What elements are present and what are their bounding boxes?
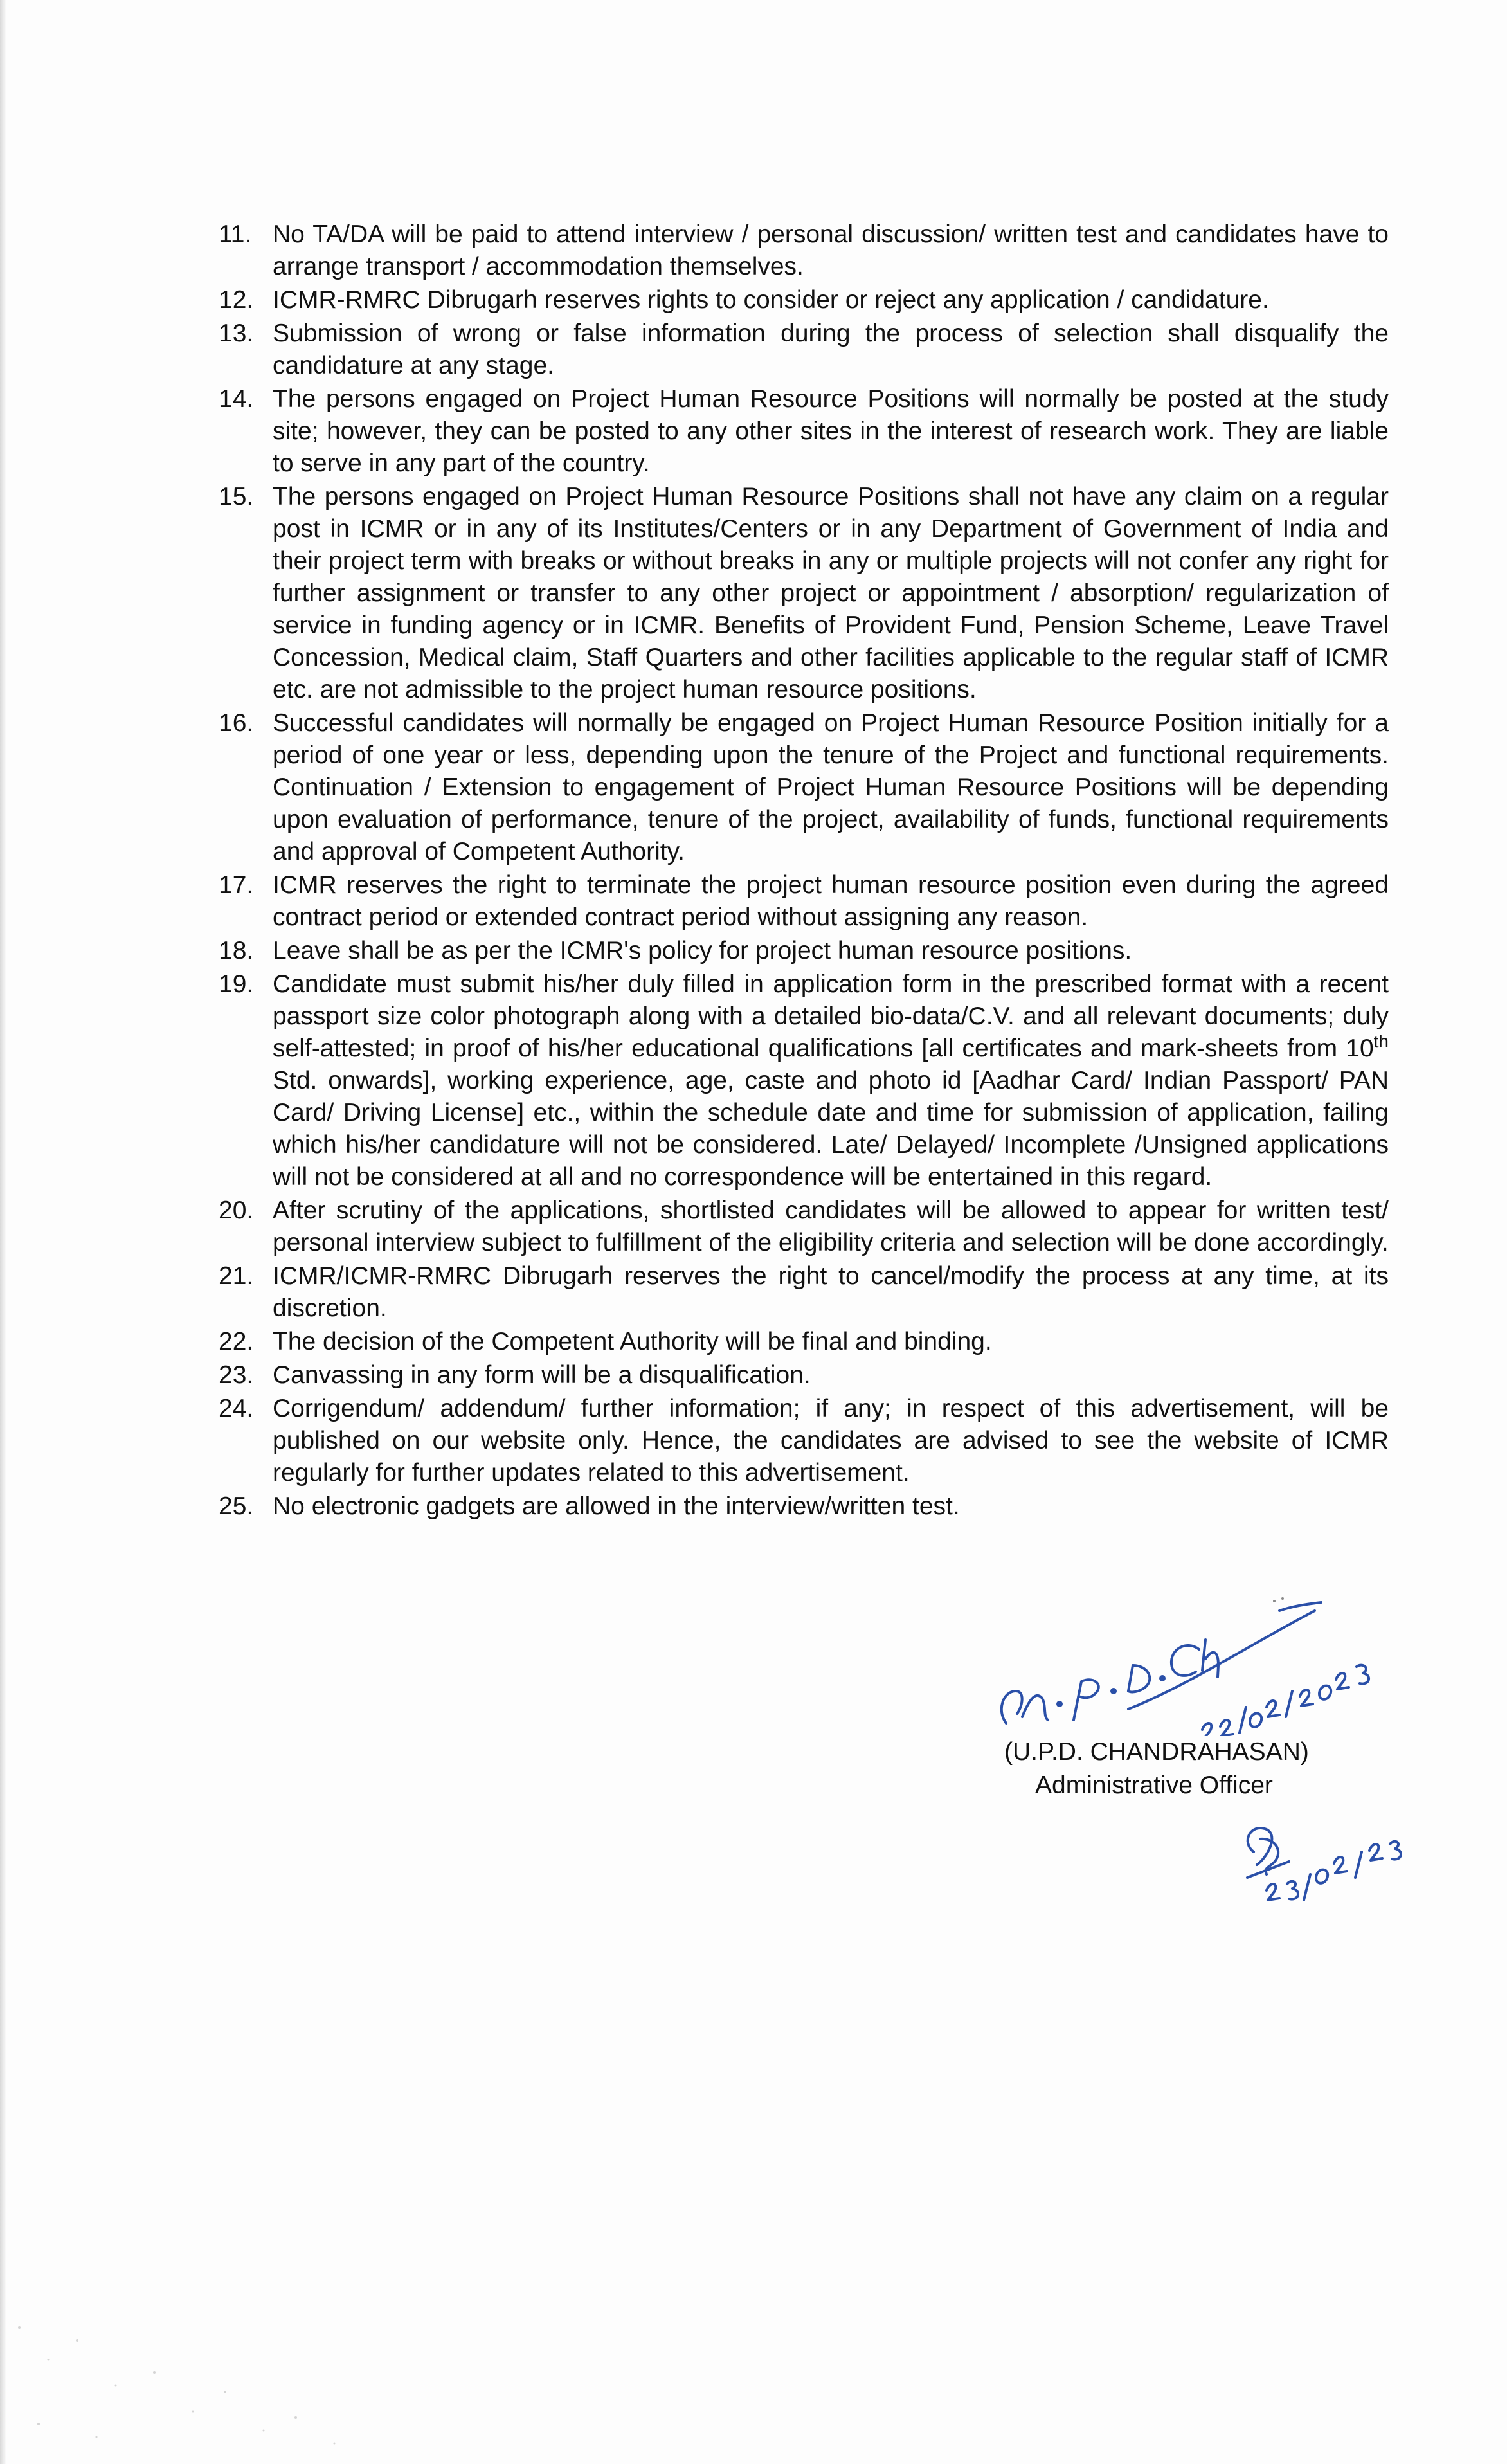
clause-text-part: Candidate must submit his/her duly filled in application form in the prescribed format with a recent passport size color photograph along with a detailed bio-data/C.V. and all relevant documents; duly self-attested; in proof of his/her educational qualifications [all certificates and mark-sheets from 10 [273, 970, 1389, 1062]
clause-text: Successful candidates will normally be engaged on Project Human Resource Position initially for a period of one year or less, depending upon the tenure of the Project and functional requirements. Continuation / Extension to engagement of Project Human Resource Positions will be depending upon evaluation of performance, tenure of the project, availability of funds, functional requirements and approval of Competent Authority. [273, 709, 1389, 865]
clause-number: 12. [219, 286, 254, 314]
clause-list [219, 219, 1389, 1523]
clause-number: 18. [219, 937, 254, 965]
scan-edge-shadow [0, 0, 6, 2464]
clause-number: 11. [219, 221, 252, 248]
clause-13 [219, 318, 1389, 382]
clause-number: 16. [219, 709, 254, 737]
clause-number: 24. [219, 1395, 254, 1422]
clause-text: ICMR reserves the right to terminate the project human resource position even during the agreed contract period or extended contract period without assigning any reason. [273, 871, 1389, 931]
clause-17 [219, 869, 1389, 934]
clause-text: Leave shall be as per the ICMR's policy for project human resource positions. [273, 937, 1132, 965]
clause-16 [219, 707, 1389, 868]
clause-text: Corrigendum/ addendum/ further information; if any; in respect of this advertisement, will be published on our website only. Hence, the candidates are advised to see the website of ICMR regularly for further updates related to this advertisement. [273, 1395, 1389, 1487]
clause-text: ICMR-RMRC Dibrugarh reserves rights to consider or reject any application / candidature. [273, 286, 1269, 314]
clause-text: No TA/DA will be paid to attend interview / personal discussion/ written test and candidates have to arrange transport / accommodation themselves. [273, 221, 1389, 280]
clause-text: The persons engaged on Project Human Resource Positions will normally be posted at the study site; however, they can be posted to any other sites in the interest of research work. They are liable to serve in any part of the country. [273, 385, 1389, 477]
clause-number: 14. [219, 385, 254, 413]
clause-22 [219, 1326, 1389, 1358]
clause-text: After scrutiny of the applications, shortlisted candidates will be allowed to appear for written test/ personal interview subject to fulfillment of the eligibility criteria and selection will be done accordingly. [273, 1197, 1389, 1256]
clause-21 [219, 1260, 1389, 1325]
clause-number: 19. [219, 970, 254, 998]
clause-text: The decision of the Competent Authority will be final and binding. [273, 1328, 992, 1355]
clause-14 [219, 383, 1389, 480]
clause-number: 17. [219, 871, 254, 899]
clause-text: ICMR/ICMR-RMRC Dibrugarh reserves the right to cancel/modify the process at any time, at its discretion. [273, 1262, 1389, 1322]
officer-name: (U.P.D. CHANDRAHASAN) [1004, 1738, 1309, 1766]
clause-text [273, 968, 1389, 1193]
clause-number: 15. [219, 483, 254, 511]
clause-19 [219, 968, 1389, 1193]
clause-text: The persons engaged on Project Human Resource Positions shall not have any claim on a regular post in ICMR or in any of its Institutes/Centers or in any Department of Government of India and their project term with breaks or without breaks in any or multiple projects will not confer any right for further assignment or transfer to any other project or appointment / absorption/ regularization of service in funding agency or in ICMR. Benefits of Provident Fund, Pension Scheme, Leave Travel Concession, Medical claim, Staff Quarters and other facilities applicable to the regular staff of ICMR etc. are not admissible to the project human resource positions. [273, 483, 1389, 703]
terms-conditions-section [219, 219, 1389, 1524]
clause-number: 20. [219, 1197, 254, 1224]
signature-block [945, 1595, 1459, 1942]
ordinal-superscript: th [1373, 1031, 1389, 1051]
officer-designation: Administrative Officer [1035, 1771, 1273, 1799]
handwritten-initials-with-date [1228, 1813, 1421, 1935]
clause-18 [219, 935, 1389, 967]
clause-number: 13. [219, 320, 254, 347]
clause-text: Canvassing in any form will be a disqualification. [273, 1361, 811, 1389]
clause-11 [219, 219, 1389, 283]
clause-text: No electronic gadgets are allowed in the interview/written test. [273, 1492, 960, 1520]
clause-23 [219, 1359, 1389, 1391]
clause-15 [219, 481, 1389, 706]
clause-number: 23. [219, 1361, 254, 1389]
clause-number: 25. [219, 1492, 254, 1520]
clause-number: 22. [219, 1328, 254, 1355]
clause-24 [219, 1393, 1389, 1489]
clause-number: 21. [219, 1262, 254, 1290]
handwritten-signature [945, 1595, 1459, 1736]
clause-20 [219, 1195, 1389, 1259]
scan-noise-speckles [0, 2302, 450, 2456]
clause-25 [219, 1490, 1389, 1523]
clause-text: Submission of wrong or false information during the process of selection shall disqualify the candidature at any stage. [273, 320, 1389, 379]
clause-12 [219, 284, 1389, 316]
clause-text-part: Std. onwards], working experience, age, caste and photo id [Aadhar Card/ Indian Passport/ PAN Card/ Driving License] etc., within the schedule date and time for submission of application, failing which his/her candidature will not be considered. Late/ Delayed/ Incomplete /Unsigned applications will not be considered at all and no correspondence will be entertained in this regard. [273, 1067, 1389, 1191]
